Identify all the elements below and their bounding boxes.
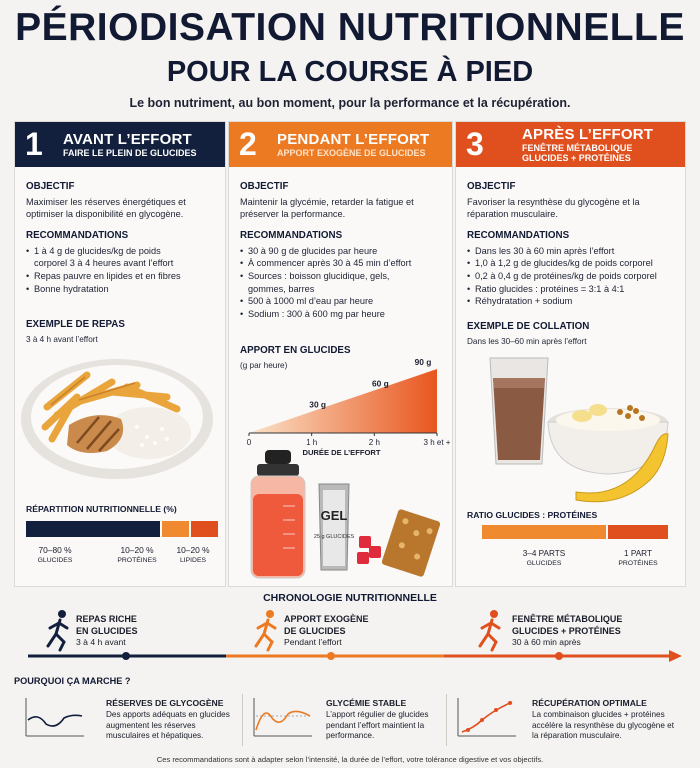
split-segment-protein xyxy=(162,521,189,537)
gel-sublabel: 25 g GLUCIDES xyxy=(313,534,355,540)
list-item: • Réhydratation + sodium xyxy=(467,295,677,308)
nutrition-timeline xyxy=(14,590,686,672)
column-header xyxy=(456,122,685,167)
page-title-line2: POUR LA COURSE À PIED xyxy=(166,56,534,88)
objective-label: OBJECTIF xyxy=(240,181,289,192)
carb-intake-chart xyxy=(229,357,454,457)
column-after-effort xyxy=(455,121,686,587)
x-tick-label: 2 h xyxy=(368,438,380,447)
column-subtitle: FAIRE LE PLEIN DE GLUCIDES xyxy=(63,147,197,158)
runner-icon xyxy=(480,610,499,650)
shake-yogurt-banana-icon xyxy=(480,354,680,504)
split-label: RÉPARTITION NUTRITIONNELLE (%) xyxy=(26,504,177,514)
list-item: • Sodium : 300 à 600 mg par heure xyxy=(240,308,444,321)
ratio-label: RATIO GLUCIDES : PROTÉINES xyxy=(467,510,598,520)
why-title: POURQUOI ÇA MARCHE ? xyxy=(14,676,131,686)
x-tick-label: 3 h et + xyxy=(423,438,451,447)
list-item: • À commencer après 30 à 45 min d’effort xyxy=(240,257,444,270)
chart-title: APPORT EN GLUCIDES xyxy=(240,345,351,356)
column-header xyxy=(15,122,225,167)
objective-label: OBJECTIF xyxy=(26,181,75,192)
column-during-effort xyxy=(228,121,453,587)
recovery-curve-icon xyxy=(454,694,518,740)
glycogen-curve-icon xyxy=(22,694,86,740)
why-item-glycemia: GLYCÉMIE STABLE L’apport régulier de glucides pendant l’effort maintient la performance. xyxy=(326,698,429,741)
glycemia-curve-icon xyxy=(250,694,314,740)
split-bar xyxy=(26,521,218,537)
gel-label: GEL xyxy=(320,508,348,523)
objective-text: Favoriser la resynthèse du glycogène et la réparation musculaire. xyxy=(467,196,640,220)
column-header xyxy=(229,122,452,167)
timeline-item-after: FENÊTRE MÉTABOLIQUE GLUCIDES + PROTÉINES 30 à 60 min après xyxy=(512,614,623,648)
list-item: • 30 à 90 g de glucides par heure xyxy=(240,245,444,258)
data-label: 90 g xyxy=(414,357,432,367)
split-segment-fat xyxy=(191,521,218,537)
timeline-title: CHRONOLOGIE NUTRITIONNELLE xyxy=(263,592,437,604)
example-meal-sub: 3 à 4 h avant l’effort xyxy=(26,334,98,344)
page-subtitle: Le bon nutriment, au bon moment, pour la performance et la récupération. xyxy=(129,96,571,110)
x-tick-label: 0 xyxy=(246,438,252,447)
split-carbs-legend: 70–80 % GLUCIDES xyxy=(37,545,73,565)
sports-bottle-gel-bar-icon xyxy=(243,450,448,582)
example-snack-sub: Dans les 30–60 min après l’effort xyxy=(467,336,587,346)
list-item: • Sources : boisson glucidique, gels, gommes, barres xyxy=(240,270,444,295)
example-snack-label: EXEMPLE DE COLLATION xyxy=(467,321,590,332)
example-meal-label: EXEMPLE DE REPAS xyxy=(26,319,125,330)
list-item: • Bonne hydratation xyxy=(26,283,217,296)
page-title: PÉRIODISATION NUTRITIONNELLE xyxy=(15,6,685,49)
split-protein-legend: 10–20 % PROTÉINES xyxy=(117,545,157,565)
timeline-item-during: APPORT EXOGÈNE DE GLUCIDES Pendant l’effort xyxy=(284,614,369,648)
list-item: • 0,2 à 0,4 g de protéines/kg de poids corporel xyxy=(467,270,677,283)
list-item: • Ratio glucides : protéines = 3:1 à 4:1 xyxy=(467,283,677,296)
recommendations-label: RECOMMANDATIONS xyxy=(467,230,570,241)
objective-label: OBJECTIF xyxy=(467,181,516,192)
column-number: 1 xyxy=(25,126,43,162)
ratio-carbs-legend: 3–4 PARTS GLUCIDES xyxy=(522,549,566,568)
column-subtitle-line1: FENÊTRE MÉTABOLIQUE xyxy=(522,142,633,153)
ratio-protein-legend: 1 PART PROTÉINES xyxy=(618,549,658,568)
column-before-effort xyxy=(14,121,226,587)
why-item-recovery: RÉCUPÉRATION OPTIMALE La combinaison glucides + protéines accélère la resynthèse du glycogène et la réparation musculaire. xyxy=(532,698,675,741)
why-item-glycogen: RÉSERVES DE GLYCOGÈNE Des apports adéquats en glucides augmentent les réserves musculaires et hépatiques. xyxy=(106,698,230,741)
data-label: 30 g xyxy=(309,399,327,410)
footer-note: Ces recommandations sont à adapter selon l’intensité, la durée de l’effort, votre tolérance digestive et vos objectifs. xyxy=(156,755,544,764)
list-item: • Dans les 30 à 60 min après l’effort xyxy=(467,245,677,258)
column-title: PENDANT L’EFFORT xyxy=(277,130,430,148)
why-it-works-section xyxy=(14,676,686,752)
chart-xlabel: DURÉE DE L’EFFORT xyxy=(302,448,381,457)
column-subtitle-line2: GLUCIDES + PROTÉINES xyxy=(522,153,631,163)
column-number: 2 xyxy=(239,126,257,162)
chart-unit: (g par heure) xyxy=(240,360,288,370)
column-subtitle: APPORT EXOGÈNE DE GLUCIDES xyxy=(277,147,426,158)
objective-text: Maximiser les réserves énergétiques et optimiser la disponibilité en glycogène. xyxy=(26,196,186,220)
column-title: AVANT L’EFFORT xyxy=(63,130,192,148)
runner-icon xyxy=(48,610,67,650)
timeline-item-before: REPAS RICHE EN GLUCIDES 3 à 4 h avant xyxy=(76,614,138,648)
runner-icon xyxy=(256,610,275,650)
list-item: • Repas pauvre en lipides et en fibres xyxy=(26,270,217,283)
data-label: 60 g xyxy=(371,378,389,389)
recommendations-label: RECOMMANDATIONS xyxy=(240,230,343,241)
column-number: 3 xyxy=(466,126,484,162)
chart-area xyxy=(249,369,437,433)
list-item: • 500 à 1000 ml d’eau par heure xyxy=(240,295,444,308)
objective-text: Maintenir la glycémie, retarder la fatigue et préserver la performance. xyxy=(240,196,414,220)
split-segment-carbs xyxy=(26,521,160,537)
list-item: • 1,0 à 1,2 g de glucides/kg de poids corporel xyxy=(467,257,677,270)
split-fat-legend: 10–20 % LIPIDES xyxy=(176,545,210,565)
ratio-bar xyxy=(482,525,668,539)
column-title: APRÈS L’EFFORT xyxy=(522,125,654,143)
ratio-segment-carbs xyxy=(482,525,606,539)
list-item: • 1 à 4 g de glucides/kg de poids corporel 3 à 4 heures avant l’effort xyxy=(26,245,217,270)
ratio-segment-protein xyxy=(608,525,668,539)
recommendations-label: RECOMMANDATIONS xyxy=(26,230,129,241)
pasta-chicken-rice-plate-icon xyxy=(17,347,217,487)
x-tick-label: 1 h xyxy=(306,438,318,447)
